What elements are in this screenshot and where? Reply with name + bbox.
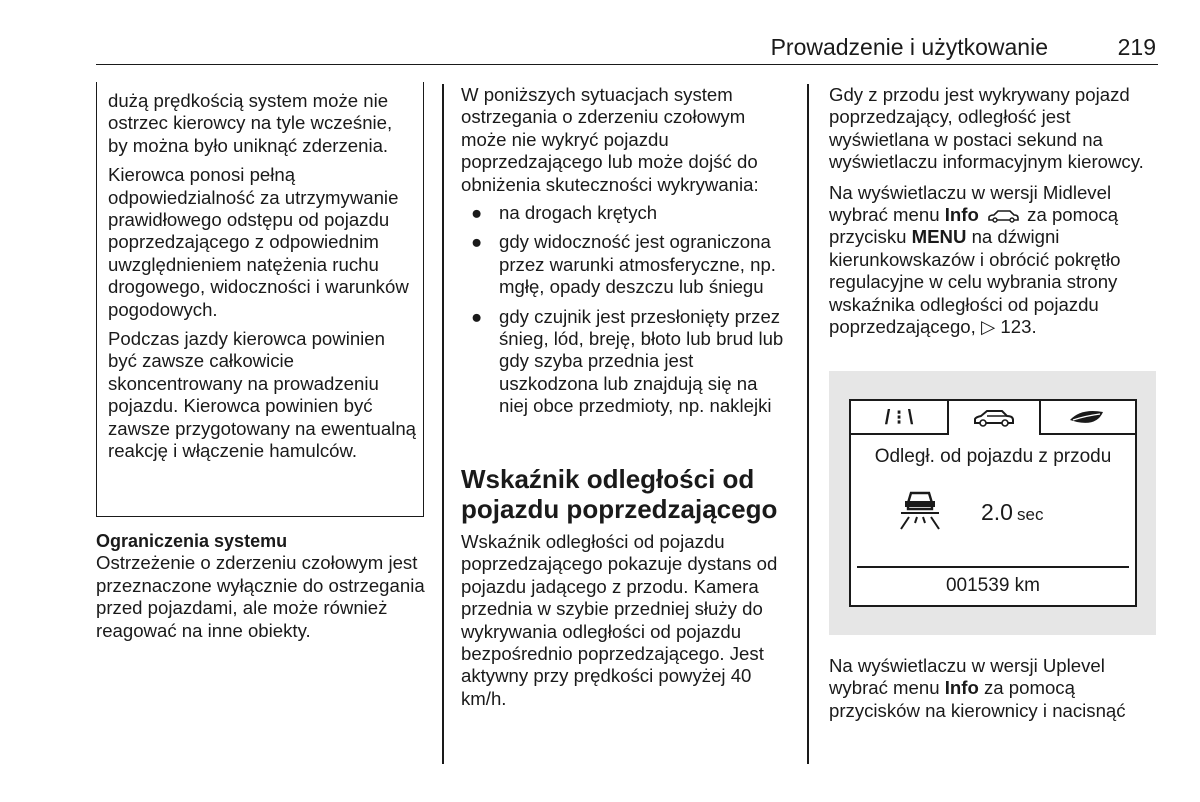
text-span: za pomocą przycisku — [829, 204, 1119, 248]
bullet-icon: ● — [471, 305, 483, 327]
list-item — [461, 231, 791, 298]
col3-paragraph-1: Gdy z przodu jest wykrywany pojazd poprzedzający, odległość jest wyświetlana w postaci sekund na wyświetlaczu informacyjnym kierowcy. — [829, 84, 1144, 173]
car-icon — [986, 209, 1020, 223]
page-number: 219 — [1117, 34, 1156, 60]
driver-info-display — [849, 399, 1137, 607]
page-header — [96, 30, 1158, 65]
system-limits-section — [96, 530, 426, 642]
text-span: na dźwigni kierunkowskazów i obrócić pokrętło regulacyjne w celu wybrania strony wskaźnika odległości od pojazdu poprzedzającego, — [829, 226, 1121, 338]
odometer: 001539 km — [945, 575, 1040, 596]
display-tab-bar — [851, 401, 1135, 435]
section-text — [461, 531, 791, 710]
system-limits-heading: Ograniczenia systemu — [96, 531, 288, 551]
leaf-icon — [1067, 408, 1107, 426]
list-item-text: gdy widoczność jest ograniczona przez warunki atmosferyczne, np. mgłę, opady deszczu lub śniegu — [499, 231, 776, 298]
situations-intro: W poniższych sytuacjach system ostrzegania o zderzeniu czołowym może nie wykryć pojazdu poprzedzającego lub może dojść do obniżenia skuteczności wykrywania: — [461, 84, 759, 195]
distance-label: Odległ. od pojazdu z przodu — [874, 446, 1112, 467]
list-item-text: gdy czujnik jest przesłonięty przez śnieg, lód, breję, błoto lub brud lub gdy szyba przednia jest uszkodzona lub znajdują się na niej obce przedmioty, np. naklejki — [499, 305, 784, 417]
list-item — [461, 306, 791, 418]
tab-lane — [851, 401, 947, 433]
page-reference: ▷ 123. — [980, 316, 1037, 338]
warning-paragraph-1: dużą prędkością system może nie ostrzec kierowcy na tyle wcześnie, by można było uniknąć zderzenia. — [108, 90, 393, 156]
list-item-text: na drogach krętych — [499, 202, 658, 224]
warning-paragraph-2: Kierowca ponosi pełną odpowiedzialność za utrzymywanie prawidłowego odstępu od pojazdu poprzedzającego z odpowiednim uwzględnieniem natężenia ruchu drogowego, widoczności i warunków pogodowych. — [108, 164, 409, 320]
header-title: Prowadzenie i użytkowanie — [770, 34, 1048, 60]
warning-text — [108, 90, 416, 470]
distance-value: 2.0 — [981, 499, 1013, 525]
vehicle-distance-icon — [897, 487, 943, 531]
display-illustration — [829, 371, 1156, 635]
column-3 — [829, 84, 1159, 346]
tab-info — [947, 401, 1041, 435]
column-2 — [461, 84, 791, 425]
col3-paragraph-2 — [829, 182, 1159, 339]
info-menu-label: Info — [944, 204, 979, 226]
menu-button-label: MENU — [911, 226, 967, 248]
text-span: Na wyświetlaczu w wersji Midlevel wybrać menu — [829, 181, 1112, 226]
section-heading: Wskaźnik odległości od pojazdu poprzedzającego — [461, 464, 778, 524]
section-paragraph: Wskaźnik odległości od pojazdu poprzedzającego pokazuje dystans od pojazdu jadącego z przodu. Kamera przednia w szybie przedniej służy do wykrywania odległości od pojazdu bezpośrednio poprzedzającego. Jest aktywny przy prędkości powyżej 40 km/h. — [461, 531, 778, 709]
warning-paragraph-3: Podczas jazdy kierowca powinien być zawsze całkowicie skoncentrowany na prowadzeniu pojazdu. Kierowca powinien być zawsze przygotowany na ewentualną reakcję i włączenie hamulców. — [108, 328, 417, 462]
column-3-bottom — [829, 655, 1159, 722]
column-divider-1 — [442, 84, 444, 764]
bullet-icon: ● — [471, 202, 483, 224]
column-divider-2 — [807, 84, 809, 764]
list-item — [461, 202, 791, 224]
display-divider — [857, 566, 1129, 568]
warning-box — [96, 82, 424, 517]
text-span: Na wyświetlaczu w wersji Uplevel wybrać menu — [829, 655, 1105, 699]
car-icon — [971, 408, 1017, 428]
info-menu-label: Info — [944, 677, 979, 699]
lane-icon: / ⁝ \ — [884, 406, 914, 429]
distance-readout — [981, 499, 1043, 526]
col3-paragraph-3 — [829, 655, 1159, 722]
tab-eco — [1039, 401, 1135, 433]
bullet-icon: ● — [471, 231, 483, 253]
text-span: za pomocą przycisków na kierownicy i nacisnąć — [829, 677, 1126, 721]
distance-unit: sec — [1016, 505, 1044, 524]
situations-list — [461, 202, 791, 418]
system-limits-text: Ostrzeżenie o zderzeniu czołowym jest przeznaczone wyłącznie do ostrzegania przed pojazdami, ale może również reagować na inne obiekty. — [96, 552, 425, 641]
